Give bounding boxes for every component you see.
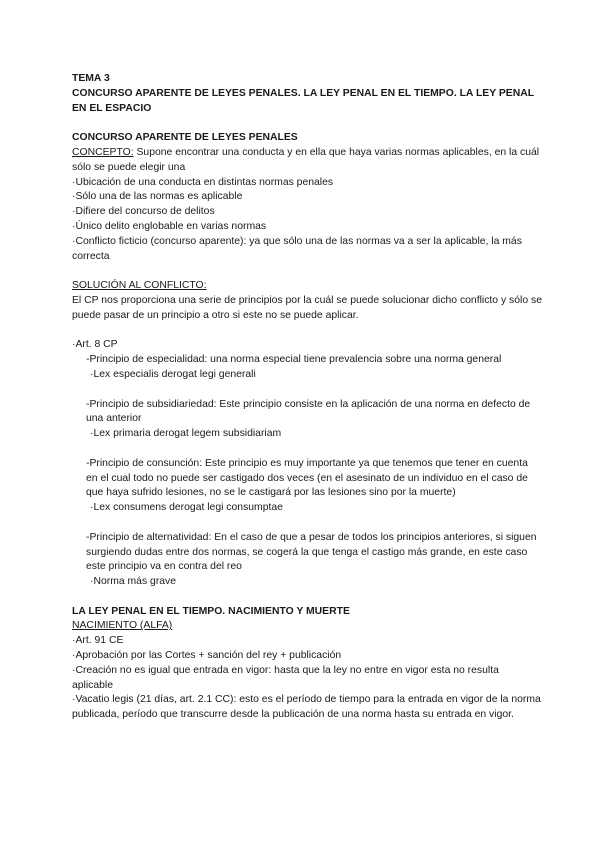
maxim-especialidad: ·Lex especialis derogat legi generali [90,368,256,380]
document-title: CONCURSO APARENTE DE LEYES PENALES. LA LEY PENAL EN EL TIEMPO. LA LEY PENAL EN EL ESPACIO [72,87,534,114]
principle-subsidiariedad: -Principio de subsidiariedad: Este principio consiste en la aplicación de una norma en defecto de una anterior [86,398,531,425]
principle-consuncion: -Principio de consunción: Este principio es muy importante ya que tenemos que tener en cuenta en el cual todo no puede ser castigado dos veces (en el asesinato de un individuo en el caso de que haya sufrido lesiones, no se le castigará por las lesiones sino por la muerte) [86,457,528,499]
concepto-bullet: ·Único delito englobable en varias normas [72,220,267,232]
concepto-label: CONCEPTO: [72,146,134,158]
principle-alternatividad: -Principio de alternatividad: En el caso de que a pesar de todos los principios anteriores, si siguen surgiendo dudas entre dos normas, se cogerá la que tenga el castigo más grande, en este caso este principio va en contra del reo [86,531,537,573]
principle-especialidad: -Principio de especialidad: una norma especial tiene prevalencia sobre una norma general [86,354,502,366]
concepto-bullet: ·Difiere del concurso de delitos [72,206,215,218]
concepto-bullet: ·Ubicación de una conducta en distintas normas penales [72,176,334,188]
art-8-cp: ·Art. 8 CP [72,339,118,351]
solucion-text: El CP nos proporciona una serie de principios por la cuál se puede solucionar dicho conflicto y sólo se puede pasar de un principio a otro si este no se puede aplicar. [72,294,542,321]
solucion-label: SOLUCIÓN AL CONFLICTO: [72,280,207,292]
maxim-alternatividad: ·Norma más grave [90,576,177,588]
nacimiento-bullet: ·Creación no es igual que entrada en vigor: hasta que la ley no entre en vigor esta no resulta aplicable [72,664,499,691]
maxim-subsidiariedad: ·Lex primaria derogat legem subsidiariam [90,428,282,440]
nacimiento-label: NACIMIENTO (ALFA) [72,620,173,632]
document-page [72,72,542,723]
nacimiento-bullet: ·Aprobación por las Cortes + sanción del rey + publicación [72,650,342,662]
concepto-bullet: ·Sólo una de las normas es aplicable [72,191,243,203]
concepto-bullet: ·Conflicto ficticio (concurso aparente): ya que sólo una de las normas va a ser la aplicable, la más correcta [72,235,522,262]
nacimiento-bullet: ·Art. 91 CE [72,635,124,647]
tema-label: TEMA 3 [72,73,110,84]
maxim-consuncion: ·Lex consumens derogat legi consumptae [90,502,283,514]
concepto-paragraph [72,146,542,176]
concepto-text: Supone encontrar una conducta y en ella que haya varias normas aplicables, en la cuál sólo se puede elegir una [72,146,540,173]
nacimiento-bullet: ·Vacatio legis (21 días, art. 2.1 CC): esto es el período de tiempo para la entrada en vigor de la norma publicada, período que transcurre desde la publicación de una norma hasta su entrada en vigor. [72,694,541,721]
section-heading-concurso: CONCURSO APARENTE DE LEYES PENALES [72,132,298,144]
section-heading-tiempo: LA LEY PENAL EN EL TIEMPO. NACIMIENTO Y MUERTE [72,605,350,617]
